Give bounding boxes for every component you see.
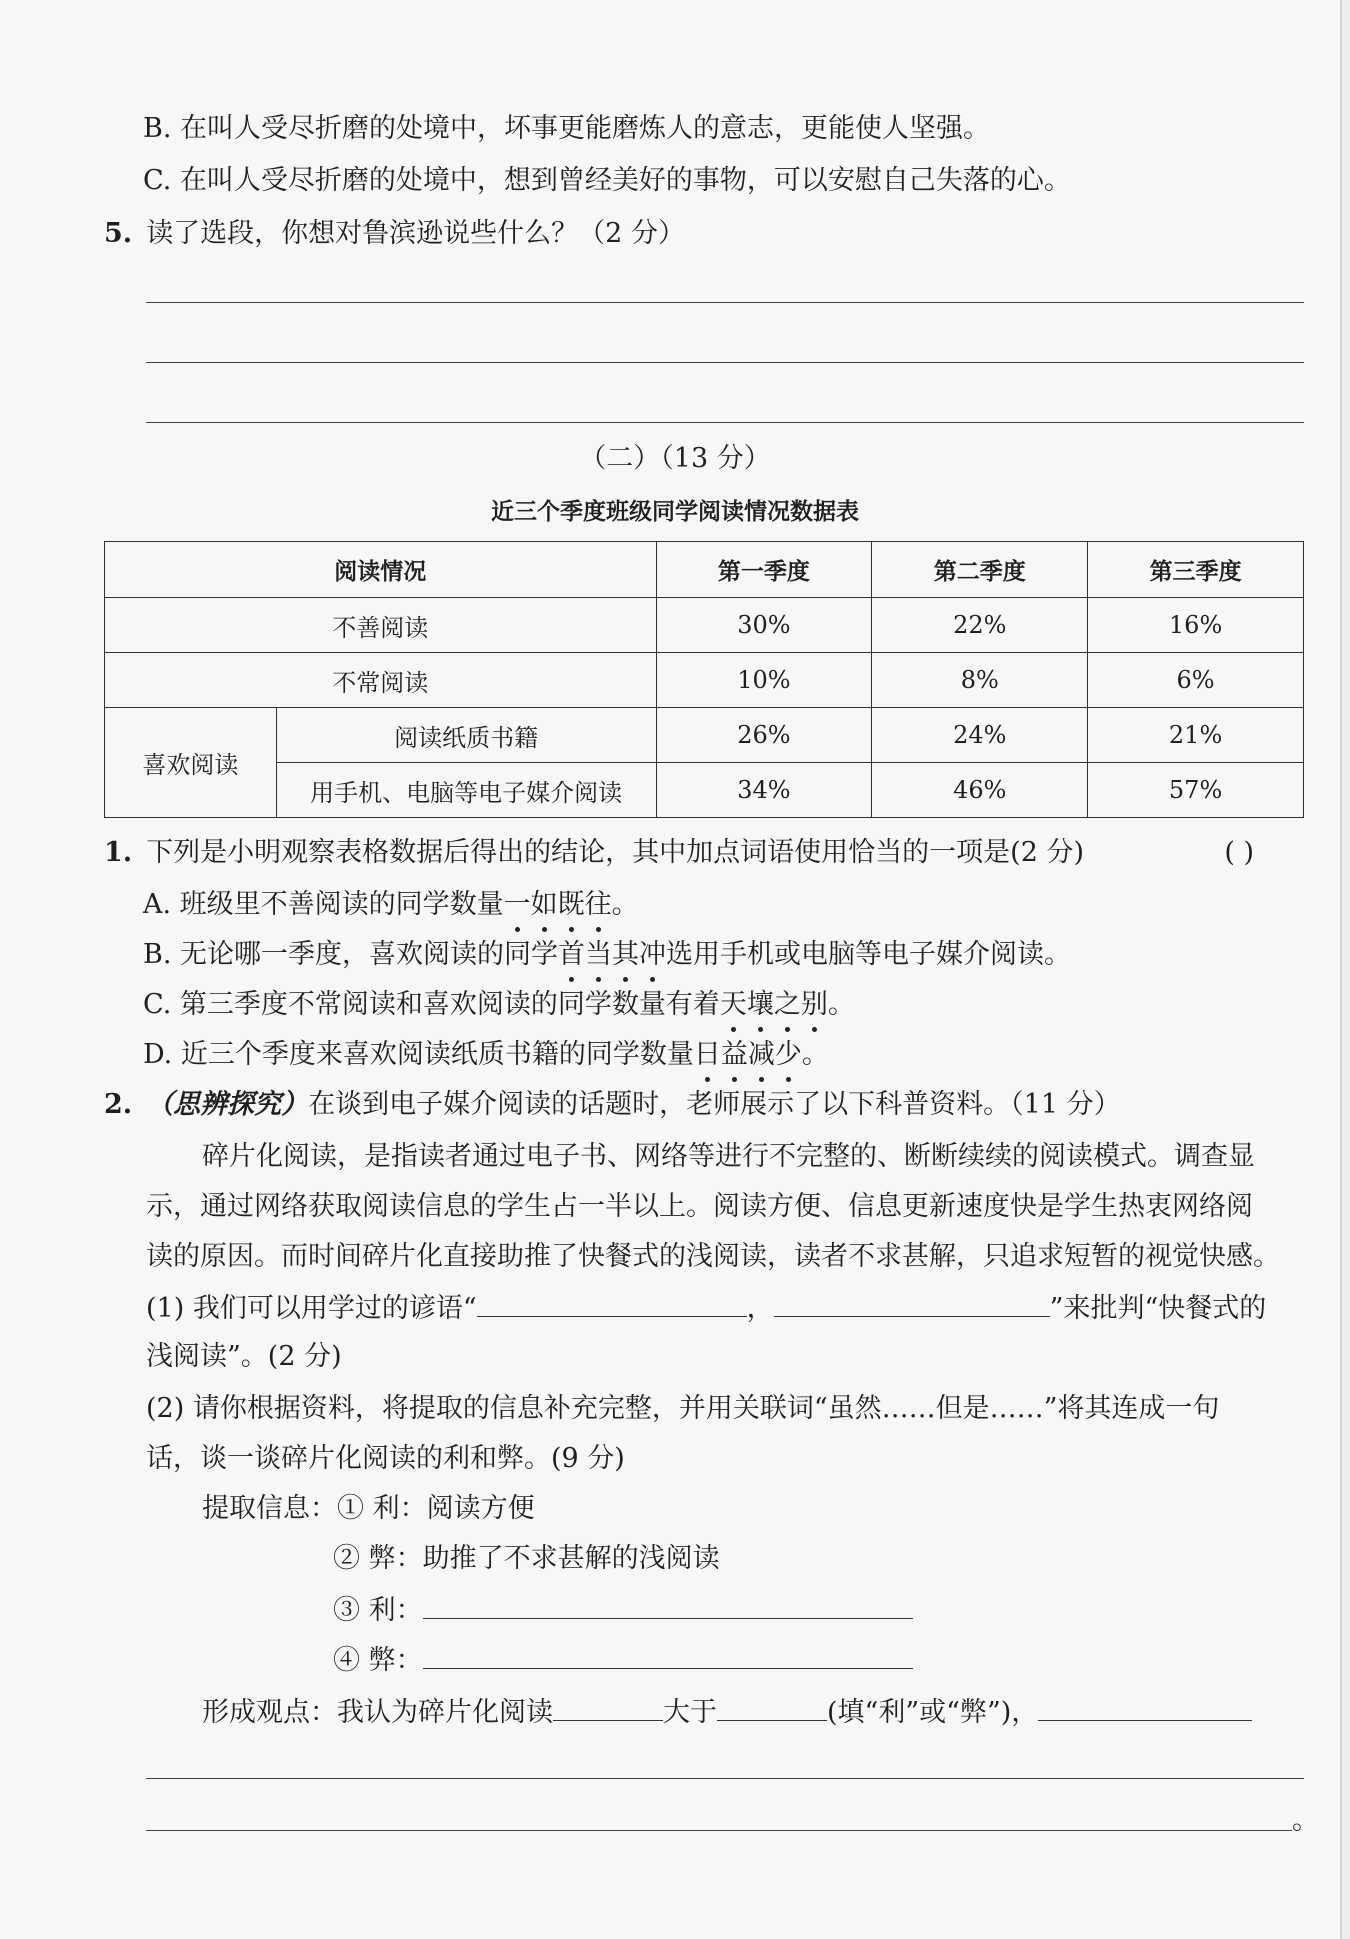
view-answer-line-2[interactable] [146,1830,1292,1831]
table-cell: 24% [872,708,1088,763]
table-header-cell: 第二季度 [872,542,1088,598]
dotted-char: 日 [693,1039,721,1070]
info-blank-3[interactable] [423,1592,913,1619]
q1-option-d[interactable] [143,1038,829,1072]
q5-number: 5. [104,218,133,249]
table-row [105,763,1304,818]
dotted-char: 如 [530,889,558,920]
q2-number: 2. [104,1089,133,1120]
table-cell: 16% [1088,598,1304,653]
q5-answer-line-2[interactable] [146,362,1304,363]
table-cell: 8% [872,653,1088,708]
view-text: (填“利”或“弊”)， [827,1697,1039,1728]
q2-tag: （思辨探究） [146,1089,309,1120]
dotted-char: 别 [800,989,828,1020]
table-cell: 30% [656,598,872,653]
option-text: 选用手机或电脑等电子媒介阅读。 [666,939,1072,970]
view-text: 形成观点：我认为碎片化阅读 [202,1697,553,1728]
dotted-char: 往 [584,889,612,920]
q1-answer-paren[interactable]: ( ) [1224,837,1254,868]
table-cell: 22% [872,598,1088,653]
row-label: 不善阅读 [105,598,657,653]
page-edge [1340,0,1350,1939]
option-text: B. 无论哪一季度，喜欢阅读的同学 [143,939,559,970]
group-label: 喜欢阅读 [105,708,277,818]
view-answer-line-1[interactable] [146,1778,1304,1779]
info-item-4 [333,1642,913,1678]
passage-line: 读的原因。而时间碎片化直接助推了快餐式的浅阅读，读者不求甚解，只追求短暂的视觉快感。 [146,1241,1280,1272]
option-text: 。 [827,989,855,1020]
q1-number: 1. [104,837,133,868]
sub1-text: ， [746,1293,774,1324]
table-cell: 21% [1088,708,1304,763]
table-cell: 6% [1088,653,1304,708]
table-cell: 46% [872,763,1088,818]
table-row [105,598,1304,653]
passage-line: 碎片化阅读，是指读者通过电子书、网络等进行不完整的、断断续续的阅读模式。调查显 [202,1141,1255,1172]
dotted-char: 既 [557,889,585,920]
q4-option-b: B. 在叫人受尽折磨的处境中，坏事更能磨炼人的意志，更能使人坚强。 [143,113,991,144]
q1-option-c[interactable] [143,988,855,1022]
dotted-char: 首 [558,939,586,970]
q2-text: 在谈到电子媒介阅读的话题时，老师展示了以下科普资料。（11 分） [308,1089,1121,1120]
dotted-char: 益 [720,1039,748,1070]
table-title: 近三个季度班级同学阅读情况数据表 [491,499,859,525]
q1-text: 下列是小明观察表格数据后得出的结论，其中加点词语使用恰当的一项是(2 分) [146,837,1085,868]
option-text: C. 第三季度不常阅读和喜欢阅读的同学数量有着 [143,989,720,1020]
proverb-blank-1[interactable] [477,1290,747,1317]
section-title: （二）（13 分） [579,443,771,474]
table-cell: 26% [656,708,872,763]
view-blank-2[interactable] [717,1694,827,1721]
view-blank-1[interactable] [553,1694,663,1721]
dotted-char: 减 [747,1039,775,1070]
proverb-blank-2[interactable] [774,1290,1050,1317]
table-cell: 34% [656,763,872,818]
q1-question [104,836,1304,870]
info-item-3 [333,1592,913,1628]
row-label: 用手机、电脑等电子媒介阅读 [276,763,656,818]
info-label: ④ 弊： [333,1645,423,1676]
table-row [105,708,1304,763]
view-text: 大于 [663,1697,717,1728]
q2-sub2: (2) 请你根据资料，将提取的信息补充完整，并用关联词“虽然……但是……”将其连成一句 [146,1393,1220,1424]
table-header-cell: 第一季度 [656,542,872,598]
end-mark: 。 [1292,1805,1319,1836]
q2-question [104,1088,1121,1122]
option-text: A. 班级里不善阅读的同学数量 [143,889,504,920]
q5-text: 读了选段，你想对鲁滨逊说些什么？（2 分） [146,218,685,249]
info-item: ① 利：阅读方便 [337,1493,535,1524]
q5-question [104,217,685,251]
info-label: ③ 利： [333,1595,423,1626]
dotted-char: 少 [774,1039,802,1070]
dotted-char: 天 [719,989,747,1020]
table-row [105,653,1304,708]
q2-sub2-cont: 话，谈一谈碎片化阅读的利和弊。(9 分) [146,1443,625,1474]
row-label: 阅读纸质书籍 [276,708,656,763]
view-blank-3[interactable] [1038,1694,1252,1721]
dotted-char: 壤 [746,989,774,1020]
table-cell: 57% [1088,763,1304,818]
option-text: 。 [611,889,639,920]
q5-answer-line-3[interactable] [146,422,1304,423]
extract-info [202,1492,535,1526]
q1-option-b[interactable] [143,938,1071,972]
q1-option-a[interactable] [143,888,639,922]
dotted-char: 当 [585,939,613,970]
form-view [202,1694,1252,1730]
q5-answer-line-1[interactable] [146,302,1304,303]
q2-sub1 [146,1290,1266,1326]
q2-sub1-cont: 浅阅读”。(2 分) [146,1341,342,1372]
sub1-text: (1) 我们可以用学过的谚语“ [146,1293,477,1324]
sub1-text: ”来批判“快餐式的 [1049,1293,1267,1324]
passage-line: 示，通过网络获取阅读信息的学生占一半以上。阅读方便、信息更新速度快是学生热衷网络阅 [146,1191,1253,1222]
table-header-cell: 第三季度 [1088,542,1304,598]
row-label: 不常阅读 [105,653,657,708]
info-item: ② 弊：助推了不求甚解的浅阅读 [333,1543,720,1574]
q4-option-c: C. 在叫人受尽折磨的处境中，想到曾经美好的事物，可以安慰自己失落的心。 [143,165,1071,196]
option-text: 。 [801,1039,829,1070]
extract-label: 提取信息： [202,1493,337,1524]
info-blank-4[interactable] [423,1642,913,1669]
option-text: D. 近三个季度来喜欢阅读纸质书籍的同学数量 [143,1039,694,1070]
dotted-char: 其 [612,939,640,970]
table-cell: 10% [656,653,872,708]
dotted-char: 之 [773,989,801,1020]
table-header-cell: 阅读情况 [105,542,657,598]
dotted-char: 冲 [639,939,667,970]
dotted-char: 一 [503,889,531,920]
reading-data-table [104,541,1304,818]
